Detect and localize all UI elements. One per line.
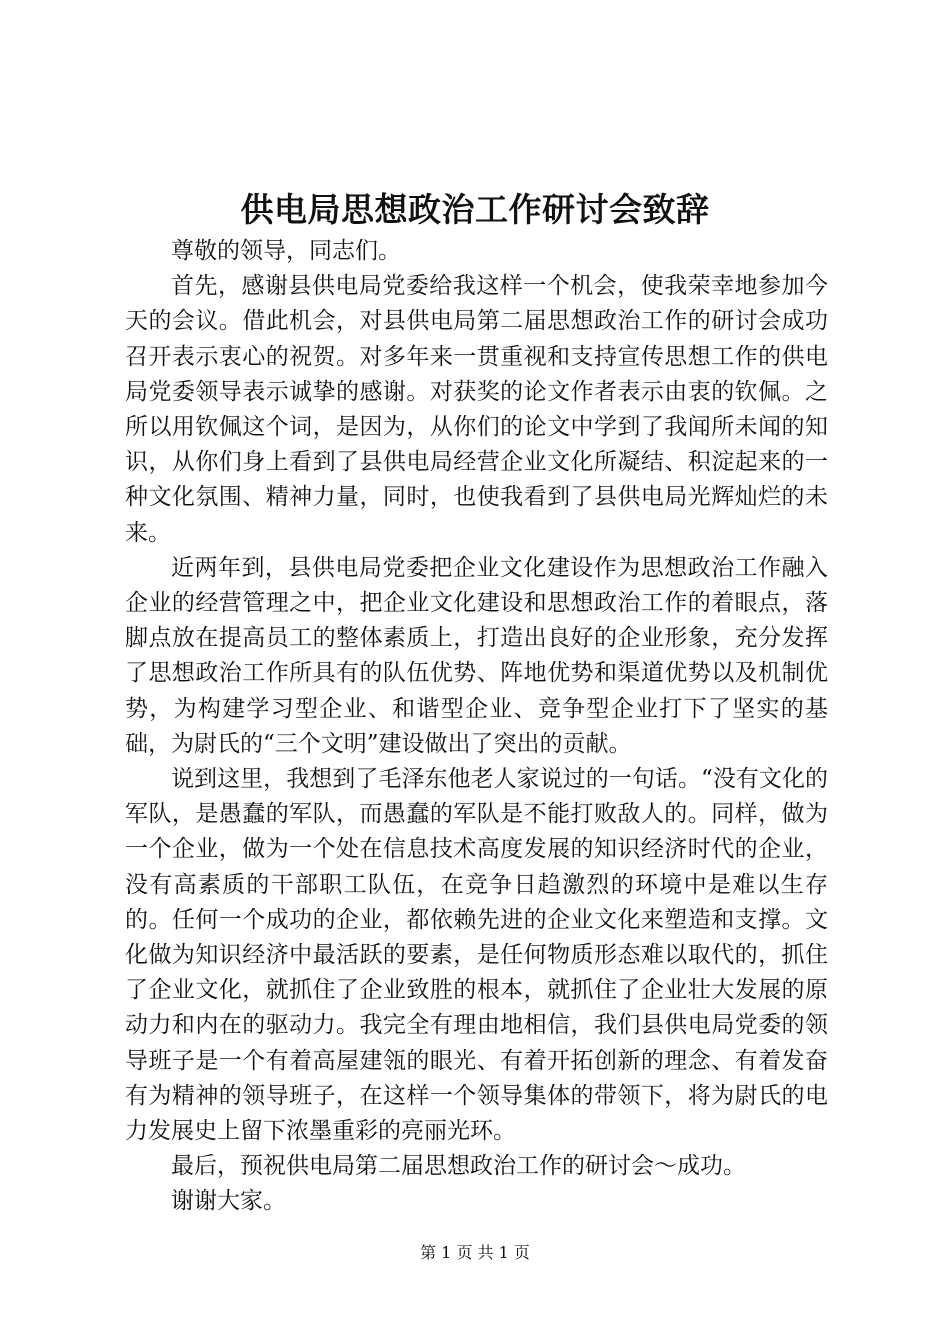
salutation-paragraph: 尊敬的领导，同志们。 — [171, 238, 401, 264]
body-paragraph: 说到这里，我想到了毛泽东他老人家说过的一句话。“没有文化的军队，是愚蠢的军队，而愚蠢的军队是不能打败敌人的。同样，做为一个企业，做为一个处在信息技术高度发展的知识经济时代的企业，没有高素质的干部职工队伍，在竞争日趋激烈的环境中是难以生存的。任何一个成功的企业，都依赖先进的企业文化来塑造和支撑。文化做为知识经济中最活跃的要素，是任何物质形态难以取代的，抓住了企业文化，就抓住了企业致胜的根本，就抓住了企业壮大发展的原动力和内在的驱动力。我完全有理由地相信，我们县供电局党委的领导班子是一个有着高屋建瓴的眼光、有着开拓创新的理念、有着发奋有为精神的领导班子，在这样一个领导集体的带领下，将为尉氏的电力发展史上留下浓墨重彩的亮丽光环。 — [125, 766, 828, 1145]
page-footer: 第 1 页 共 1 页 — [420, 1243, 530, 1262]
document-title: 供电局思想政治工作研讨会致辞 — [240, 190, 710, 229]
thanks-paragraph: 谢谢大家。 — [171, 1188, 286, 1215]
closing-paragraph: 最后，预祝供电局第二届思想政治工作的研讨会～成功。 — [171, 1153, 746, 1180]
body-paragraph: 近两年到，县供电局党委把企业文化建设作为思想政治工作融入企业的经营管理之中，把企业文化建设和思想政治工作的着眼点，落脚点放在提高员工的整体素质上，打造出良好的企业形象，充分发挥了思想政治工作所具有的队伍优势、阵地优势和渠道优势以及机制优势，为构建学习型企业、和谐型企业、竞争型企业打下了坚实的基础，为尉氏的“三个文明”建设做出了突出的贡献。 — [125, 554, 828, 757]
body-paragraph: 首先，感谢县供电局党委给我这样一个机会，使我荣幸地参加今天的会议。借此机会，对县供电局第二届思想政治工作的研讨会成功召开表示衷心的祝贺。对多年来一贯重视和支持宣传思想工作的供电局党委领导表示诚挚的感谢。对获奖的论文作者表示由衷的钦佩。之所以用钦佩这个词，是因为，从你们的论文中学到了我闻所未闻的知识，从你们身上看到了县供电局经营企业文化所凝结、积淀起来的一种文化氛围、精神力量，同时，也使我看到了县供电局光辉灿烂的未来。 — [125, 273, 828, 546]
document-body — [125, 234, 828, 1220]
